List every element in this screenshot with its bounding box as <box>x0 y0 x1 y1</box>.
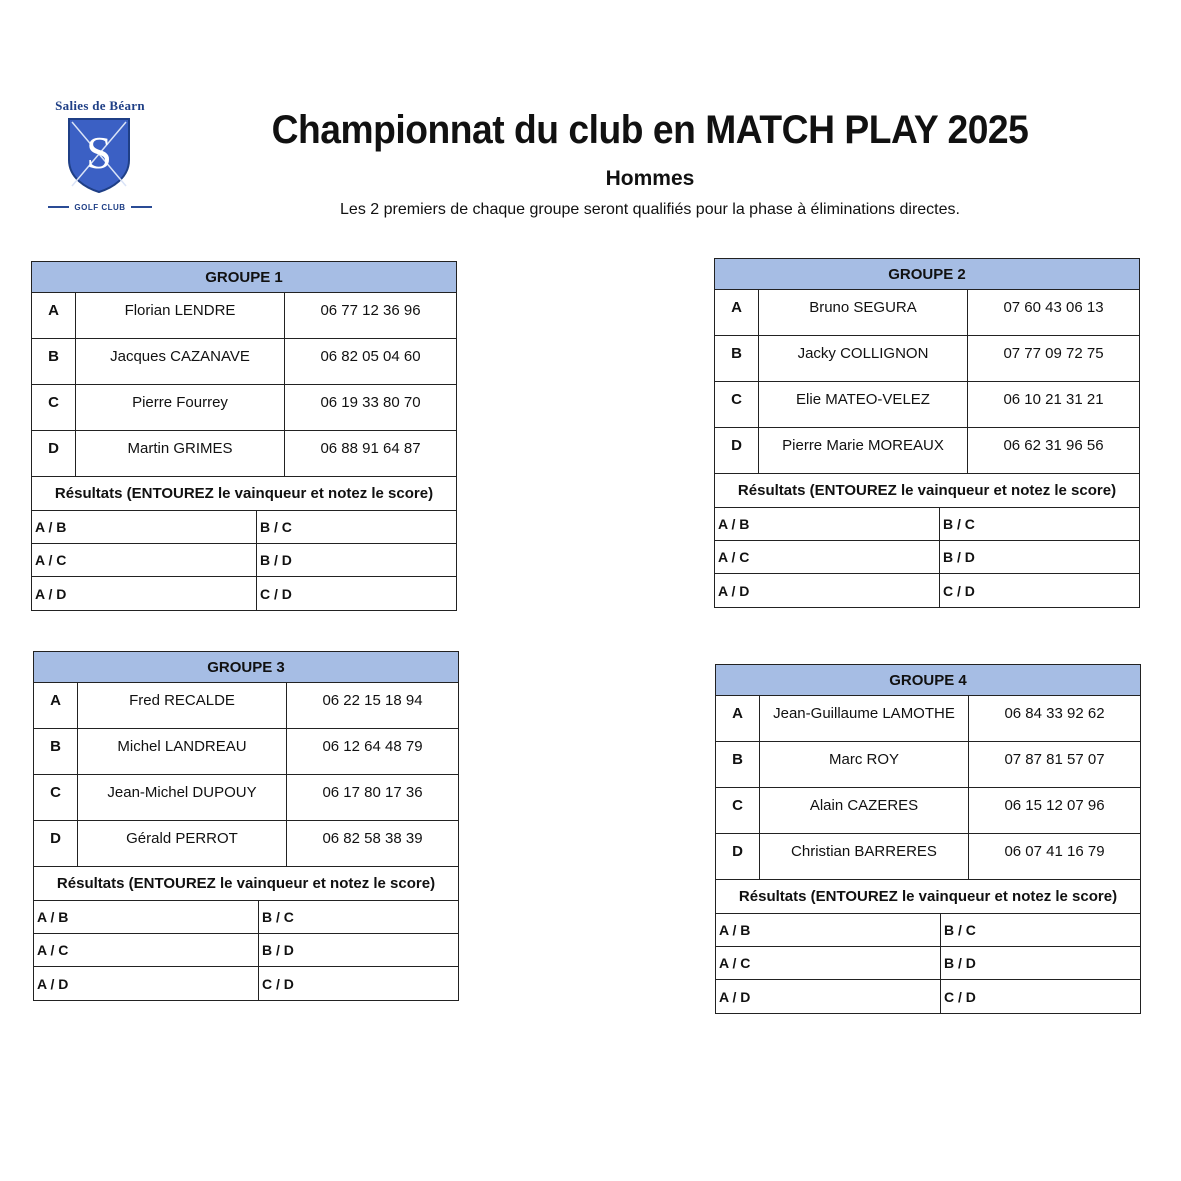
player-name: Michel LANDREAU <box>78 729 287 774</box>
player-name: Jean-Michel DUPOUY <box>78 775 287 820</box>
player-letter: B <box>716 742 760 787</box>
player-row <box>34 775 458 821</box>
match-cell[interactable]: B / C <box>260 519 292 535</box>
player-row <box>715 336 1139 382</box>
player-row <box>32 339 456 385</box>
player-row <box>34 729 458 775</box>
match-row <box>716 947 1140 980</box>
player-row <box>715 382 1139 428</box>
player-name: Martin GRIMES <box>76 431 285 476</box>
player-letter: D <box>716 834 760 879</box>
logo-club-name: Salies de Béarn <box>55 98 145 113</box>
player-row <box>715 290 1139 336</box>
qualification-note: Les 2 premiers de chaque groupe seront qualifiés pour la phase à éliminations directes. <box>340 201 960 218</box>
player-row <box>32 431 456 477</box>
player-name: Christian BARRERES <box>760 834 969 879</box>
player-letter: B <box>34 729 78 774</box>
player-row <box>32 293 456 339</box>
player-name: Florian LENDRE <box>76 293 285 338</box>
match-cell[interactable]: B / C <box>943 516 975 532</box>
match-row <box>34 901 458 934</box>
player-letter: A <box>34 683 78 728</box>
match-cell[interactable]: C / D <box>262 975 294 992</box>
match-row <box>715 541 1139 574</box>
match-row <box>32 544 456 577</box>
match-cell[interactable]: A / B <box>716 914 941 946</box>
player-letter: A <box>716 696 760 741</box>
player-name: Marc ROY <box>760 742 969 787</box>
player-row <box>34 821 458 867</box>
results-title: Résultats (ENTOUREZ le vainqueur et notez le score) <box>34 867 458 901</box>
match-cell[interactable]: A / D <box>34 967 259 1000</box>
match-cell[interactable]: B / C <box>944 922 976 938</box>
page-subtitle: Hommes <box>605 167 695 190</box>
player-phone: 06 15 12 07 96 <box>1004 797 1105 814</box>
match-cell[interactable]: A / C <box>715 541 940 573</box>
results-title: Résultats (ENTOUREZ le vainqueur et notez le score) <box>716 880 1140 914</box>
player-row <box>716 742 1140 788</box>
player-phone: 06 07 41 16 79 <box>1004 843 1105 860</box>
player-phone: 06 82 58 38 39 <box>322 830 423 847</box>
match-cell[interactable]: A / B <box>34 901 259 933</box>
group-title: GROUPE 4 <box>716 665 1140 696</box>
group-title: GROUPE 3 <box>34 652 458 683</box>
group-3-table <box>33 651 459 1001</box>
player-phone: 06 84 33 92 62 <box>1004 705 1105 722</box>
player-name: Bruno SEGURA <box>759 290 968 335</box>
match-cell[interactable]: A / B <box>715 508 940 540</box>
match-row <box>32 577 456 610</box>
player-phone: 07 60 43 06 13 <box>1003 299 1104 316</box>
match-row <box>716 914 1140 947</box>
player-letter: A <box>715 290 759 335</box>
player-phone: 06 62 31 96 56 <box>1003 437 1104 454</box>
player-row <box>32 385 456 431</box>
player-phone: 06 12 64 48 79 <box>322 738 423 755</box>
player-row <box>716 834 1140 880</box>
player-letter: C <box>716 788 760 833</box>
match-row <box>715 508 1139 541</box>
results-title: Résultats (ENTOUREZ le vainqueur et notez le score) <box>32 477 456 511</box>
match-cell[interactable]: A / B <box>32 511 257 543</box>
match-cell[interactable]: C / D <box>943 582 975 599</box>
results-title: Résultats (ENTOUREZ le vainqueur et notez le score) <box>715 474 1139 508</box>
shield-icon <box>66 116 132 194</box>
page-title: Championnat du club en MATCH PLAY 2025 <box>271 108 1029 152</box>
player-letter: D <box>32 431 76 476</box>
player-letter: D <box>34 821 78 866</box>
player-name: Jacques CAZANAVE <box>76 339 285 384</box>
player-name: Gérald PERROT <box>78 821 287 866</box>
player-name: Pierre Fourrey <box>76 385 285 430</box>
player-name: Jean-Guillaume LAMOTHE <box>760 696 969 741</box>
match-row <box>716 980 1140 1013</box>
player-phone: 06 10 21 31 21 <box>1003 391 1104 408</box>
player-phone: 06 17 80 17 36 <box>322 784 423 801</box>
match-cell[interactable]: A / D <box>715 574 940 607</box>
player-phone: 07 77 09 72 75 <box>1003 345 1104 362</box>
player-letter: C <box>715 382 759 427</box>
player-phone: 07 87 81 57 07 <box>1004 751 1105 768</box>
logo-rule-left <box>48 206 69 208</box>
player-name: Pierre Marie MOREAUX <box>759 428 968 473</box>
match-cell[interactable]: B / D <box>260 552 292 568</box>
group-title: GROUPE 2 <box>715 259 1139 290</box>
player-name: Elie MATEO-VELEZ <box>759 382 968 427</box>
club-logo <box>34 96 166 216</box>
player-phone: 06 19 33 80 70 <box>320 394 421 411</box>
logo-rule-right <box>131 206 152 208</box>
player-letter: B <box>32 339 76 384</box>
logo-golf-club: GOLF CLUB <box>74 202 126 212</box>
logo-letter: S <box>86 127 112 178</box>
match-cell[interactable]: A / D <box>32 577 257 610</box>
player-letter: C <box>32 385 76 430</box>
group-2-table <box>714 258 1140 608</box>
match-cell[interactable]: B / C <box>262 909 294 925</box>
player-phone: 06 22 15 18 94 <box>322 692 423 709</box>
player-letter: A <box>32 293 76 338</box>
player-phone: 06 82 05 04 60 <box>320 348 421 365</box>
match-row <box>34 967 458 1000</box>
group-1-table <box>31 261 457 611</box>
match-cell[interactable]: B / D <box>262 942 294 958</box>
match-cell[interactable]: A / C <box>32 544 257 576</box>
match-cell[interactable]: B / D <box>943 549 975 565</box>
group-4-table <box>715 664 1141 1014</box>
player-name: Fred RECALDE <box>78 683 287 728</box>
player-letter: C <box>34 775 78 820</box>
logo-subtitle <box>48 200 152 214</box>
player-row <box>716 788 1140 834</box>
player-phone: 06 77 12 36 96 <box>320 302 421 319</box>
player-row <box>716 696 1140 742</box>
match-cell[interactable]: B / D <box>944 955 976 971</box>
group-title: GROUPE 1 <box>32 262 456 293</box>
player-letter: B <box>715 336 759 381</box>
match-row <box>32 511 456 544</box>
player-phone: 06 88 91 64 87 <box>320 440 421 457</box>
player-name: Alain CAZERES <box>760 788 969 833</box>
match-cell[interactable]: A / D <box>716 980 941 1013</box>
match-cell[interactable]: A / C <box>716 947 941 979</box>
player-row <box>34 683 458 729</box>
player-row <box>715 428 1139 474</box>
player-letter: D <box>715 428 759 473</box>
match-cell[interactable]: A / C <box>34 934 259 966</box>
match-row <box>715 574 1139 607</box>
match-cell[interactable]: C / D <box>260 585 292 602</box>
match-row <box>34 934 458 967</box>
player-name: Jacky COLLIGNON <box>759 336 968 381</box>
match-cell[interactable]: C / D <box>944 988 976 1005</box>
